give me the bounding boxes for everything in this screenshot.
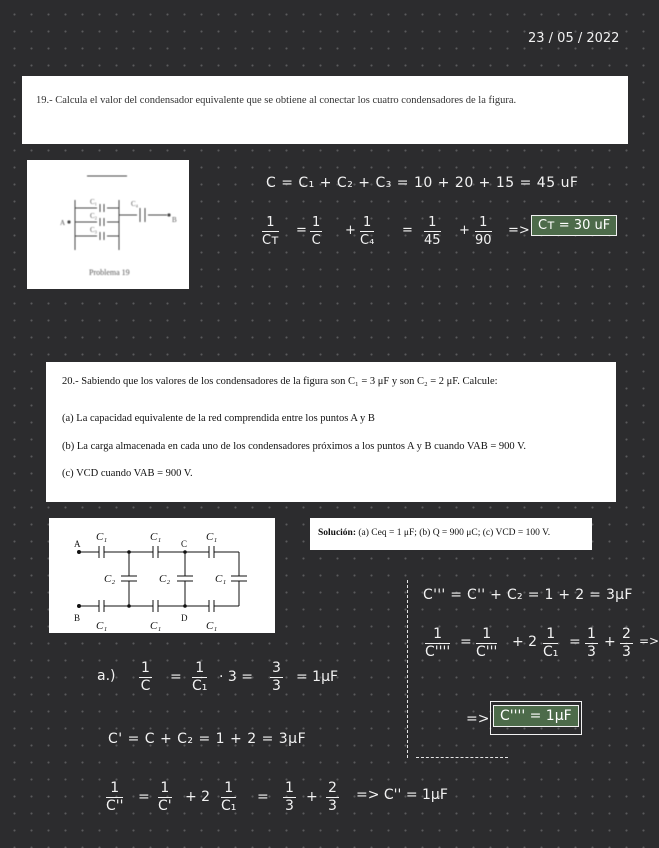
c1-label-right: C₁ bbox=[215, 573, 227, 585]
eqC-lhs bbox=[425, 626, 450, 661]
eqB-t1 bbox=[158, 780, 172, 815]
c1-label-top-1: C₁ bbox=[96, 531, 108, 543]
eqA-lhs-den: C bbox=[140, 678, 151, 694]
p19-frac-c bbox=[310, 214, 322, 249]
p19-frac-c4-num: 1 bbox=[360, 214, 374, 232]
fig19-label-c3: C₃ bbox=[90, 226, 98, 234]
eqB-t1-den: C' bbox=[158, 798, 172, 814]
eqB-t4-num: 2 bbox=[328, 780, 337, 796]
work-divider-horizontal bbox=[416, 757, 508, 758]
final-arrow: => bbox=[466, 711, 490, 727]
p19-eq-sign: = bbox=[296, 223, 307, 238]
c1-label-bottom-1: C₁ bbox=[96, 620, 108, 632]
work-divider-vertical bbox=[407, 580, 408, 758]
p19-eq-sign-2: = bbox=[402, 223, 413, 238]
eqC-lhs-den: C'''' bbox=[425, 644, 451, 660]
problem-20-figure bbox=[49, 518, 275, 633]
eqC-t4-num: 2 bbox=[622, 626, 631, 642]
eqB-lhs-den: C'' bbox=[106, 798, 124, 814]
eqB-lhs-num: 1 bbox=[106, 780, 123, 798]
eqB-lhs bbox=[106, 780, 123, 815]
fig19-label-c2: C₂ bbox=[90, 212, 98, 220]
eqC-t1-den: C''' bbox=[476, 644, 498, 660]
problem-19-circuit-diagram bbox=[27, 160, 189, 289]
cprime-line: C' = C + C₂ = 1 + 2 = 3μF bbox=[108, 731, 307, 747]
fig19-label-c4: C₄ bbox=[131, 200, 139, 208]
eqB-t4 bbox=[326, 780, 339, 815]
problem-20-part-b: (b) La carga almacenada en cada uno de los condensadores próximos a los puntos A y B cuando VAB = 900 V. bbox=[62, 441, 526, 452]
eqB-t4-den: 3 bbox=[328, 798, 337, 814]
part-a-label: a.) bbox=[97, 668, 116, 684]
eqC-t2 bbox=[543, 626, 558, 661]
c2-label-1: C₂ bbox=[104, 573, 116, 585]
node-c-label: C bbox=[181, 539, 188, 549]
p19-frac-c4-den: C₄ bbox=[360, 233, 375, 248]
eqB-t1-num: 1 bbox=[158, 780, 172, 798]
date-label: 23 / 05 / 2022 bbox=[528, 31, 620, 46]
eqB-plus: + bbox=[306, 789, 318, 805]
p19-frac-45-den: 45 bbox=[424, 233, 441, 248]
p19-plus-2: + bbox=[459, 223, 470, 238]
fig19-label-b: B bbox=[172, 216, 177, 224]
eqA-t1-den: C₁ bbox=[192, 678, 208, 694]
eqB-coef: + 2 bbox=[185, 789, 211, 805]
eqB-t3-num: 1 bbox=[285, 780, 294, 796]
problem-19-figure bbox=[27, 160, 189, 289]
c1-label-top-3: C₁ bbox=[206, 531, 218, 543]
fig19-label-a: A bbox=[60, 219, 66, 227]
node-b-label: B bbox=[74, 613, 81, 623]
eqA-t2-den: 3 bbox=[272, 678, 281, 694]
eqC-t4-den: 3 bbox=[622, 644, 631, 660]
p19-work-line1: C = C₁ + C₂ + C₃ = 10 + 20 + 15 = 45 uF bbox=[266, 175, 579, 191]
eqC-eq-2: = bbox=[569, 634, 581, 650]
eqC-t2-num: 1 bbox=[543, 626, 558, 644]
problem-20-circuit-diagram bbox=[49, 518, 275, 633]
solution-text: (a) Ceq = 1 μF; (b) Q = 900 μC; (c) VCD = 100 V. bbox=[358, 528, 551, 538]
eqA-t2 bbox=[270, 660, 283, 695]
eqA-eq: = bbox=[170, 669, 182, 685]
problem-20-title: 20.- Sabiendo que los valores de los condensadores de la figura son C₁ = 3 μF y son C₂ = 2 μF. Calcule: bbox=[62, 376, 498, 387]
eqB-t2-den: C₁ bbox=[221, 798, 237, 814]
p19-frac-c4 bbox=[360, 214, 374, 249]
eqA-result: = 1μF bbox=[296, 669, 339, 685]
p19-frac-lhs-den: Cт bbox=[262, 233, 279, 248]
eqA-t1-num: 1 bbox=[192, 660, 207, 678]
eqA-lhs bbox=[139, 660, 152, 695]
solution-label: Solución: bbox=[318, 528, 357, 538]
final-result-box: C'''' = 1μF bbox=[493, 705, 579, 727]
eqC-plus: + bbox=[604, 634, 616, 650]
eqB-result: => C'' = 1μF bbox=[356, 787, 448, 803]
problem-19-statement bbox=[22, 76, 628, 144]
c3-line: C''' = C'' + C₂ = 1 + 2 = 3μF bbox=[423, 587, 633, 603]
node-a-label: A bbox=[74, 539, 81, 549]
p19-frac-90-num: 1 bbox=[475, 214, 492, 232]
p19-frac-lhs bbox=[262, 214, 279, 249]
eqC-coef: + 2 bbox=[512, 634, 538, 650]
eqB-eq: = bbox=[138, 789, 150, 805]
p19-frac-90-den: 90 bbox=[475, 233, 492, 248]
c1-label-bottom-2: C₁ bbox=[150, 620, 162, 632]
p19-plus-1: + bbox=[345, 223, 356, 238]
eqA-t1 bbox=[192, 660, 207, 695]
eqA-lhs-num: 1 bbox=[141, 660, 150, 676]
eqC-t3-num: 1 bbox=[587, 626, 596, 642]
fig19-label-c1: C₁ bbox=[90, 198, 98, 206]
c2-label-2: C₂ bbox=[159, 573, 171, 585]
eqC-t1 bbox=[476, 626, 497, 661]
problem-20-part-a: (a) La capacidad equivalente de la red comprendida entre los puntos A y B bbox=[62, 413, 375, 424]
node-d-label: D bbox=[181, 613, 188, 623]
p19-frac-45 bbox=[424, 214, 441, 249]
eqB-t2 bbox=[221, 780, 236, 815]
eqC-eq: = bbox=[460, 634, 472, 650]
p19-frac-c-num: 1 bbox=[312, 215, 321, 230]
eqA-mid: · 3 = bbox=[219, 669, 253, 685]
problem-20-statement bbox=[46, 362, 616, 502]
eqC-t3-den: 3 bbox=[587, 644, 596, 660]
eqC-t4 bbox=[620, 626, 633, 661]
p19-arrow: => bbox=[508, 223, 530, 238]
fig19-caption: Problema 19 bbox=[89, 268, 130, 277]
eqA-t2-num: 3 bbox=[272, 660, 281, 676]
eqB-t2-num: 1 bbox=[221, 780, 236, 798]
p19-frac-lhs-num: 1 bbox=[262, 214, 279, 232]
c1-label-bottom-3: C₁ bbox=[206, 620, 218, 632]
eqC-t1-num: 1 bbox=[476, 626, 497, 644]
eqC-lhs-num: 1 bbox=[425, 626, 450, 644]
p19-result-box: Cт = 30 uF bbox=[531, 215, 617, 236]
eqC-arrow: => bbox=[639, 634, 659, 648]
eqB-t3-den: 3 bbox=[285, 798, 294, 814]
p19-frac-c-den: C bbox=[311, 233, 321, 248]
problem-20-part-c: (c) VCD cuando VAB = 900 V. bbox=[62, 468, 193, 479]
solution-panel bbox=[310, 518, 592, 550]
eqB-t3 bbox=[283, 780, 296, 815]
eqC-t3 bbox=[585, 626, 598, 661]
p19-frac-90 bbox=[475, 214, 492, 249]
eqB-eq-2: = bbox=[257, 789, 269, 805]
eqC-t2-den: C₁ bbox=[543, 644, 559, 660]
problem-19-text: 19.- Calcula el valor del condensador equivalente que se obtiene al conectar los cuatro condensadores de la figura. bbox=[36, 95, 517, 106]
final-result-outer-box bbox=[490, 701, 582, 735]
c1-label-top-2: C₁ bbox=[150, 531, 162, 543]
p19-frac-45-num: 1 bbox=[424, 214, 441, 232]
